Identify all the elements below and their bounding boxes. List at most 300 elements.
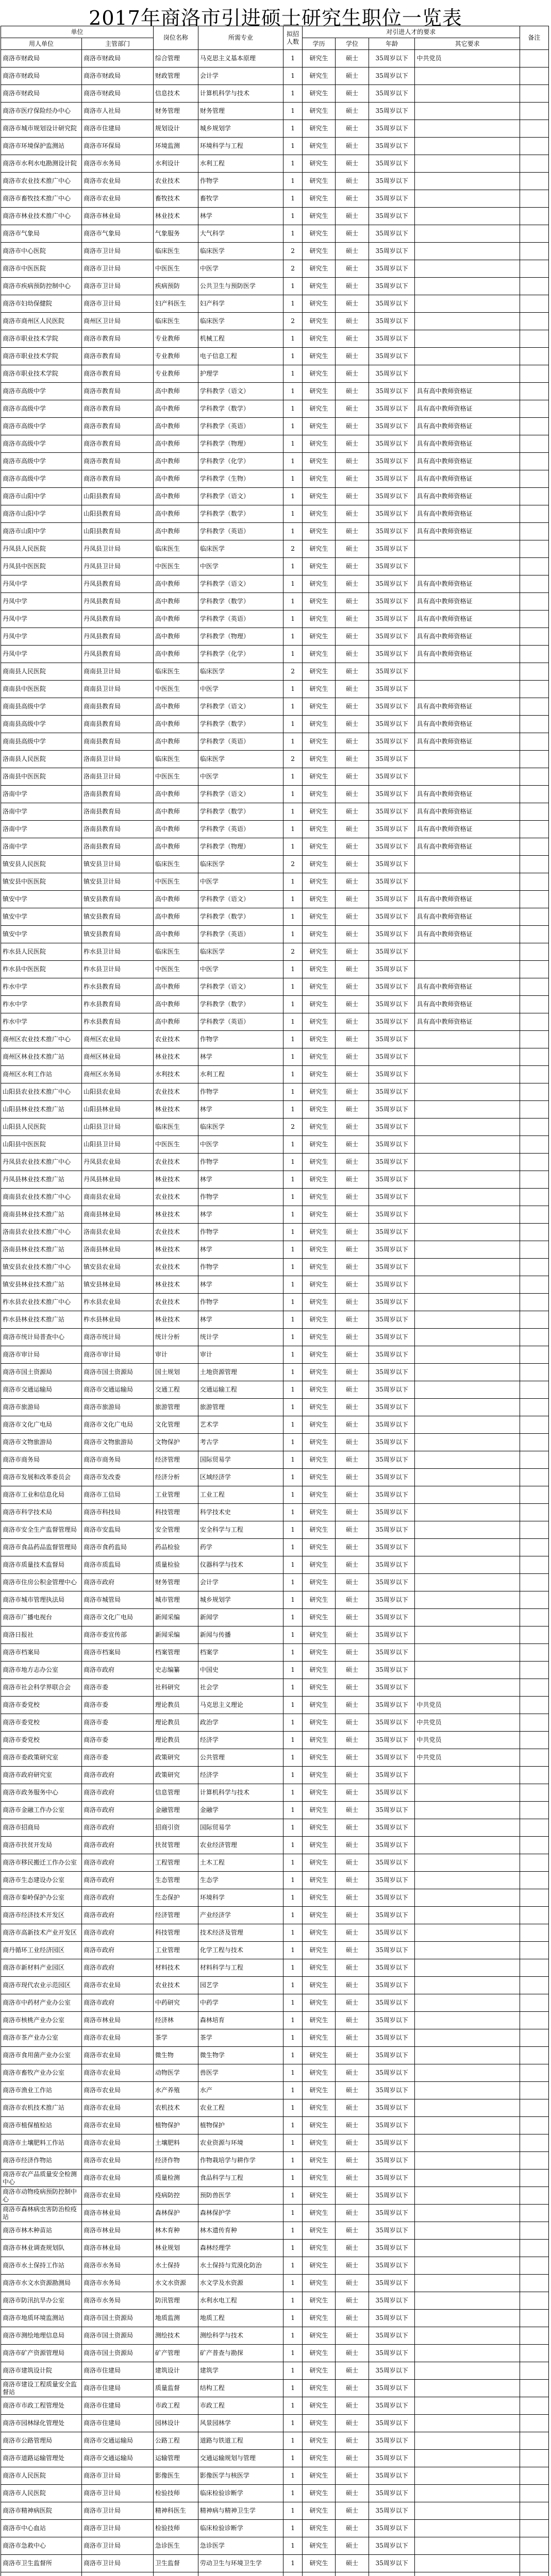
unit-cell: 商洛市生态建设办公室 (1, 1872, 82, 1889)
other-cell (415, 2310, 520, 2327)
remark-cell (520, 418, 548, 435)
degree-cell: 硕士 (336, 2555, 369, 2572)
other-cell (415, 1294, 520, 1311)
table-row (1, 2292, 549, 2310)
table-row (1, 1854, 549, 1872)
department-cell: 丹凤县卫计局 (82, 558, 154, 575)
count-cell: 1 (283, 1364, 302, 1381)
other-cell: 具有高中教师资格证 (415, 400, 520, 418)
table-row (1, 435, 549, 453)
remark-cell (520, 2170, 548, 2187)
major-cell: 园艺学 (198, 1977, 283, 1994)
degree-cell: 硕士 (336, 1714, 369, 1732)
count-cell: 1 (283, 698, 302, 716)
unit-cell: 商洛市农机技术推广站 (1, 2099, 82, 2117)
department-cell: 商洛市人社局 (82, 103, 154, 120)
other-cell (415, 1837, 520, 1854)
unit-cell: 商洛市畜牧技术推广中心 (1, 190, 82, 208)
remark-cell (520, 1994, 548, 2012)
remark-cell (520, 2485, 548, 2502)
education-cell: 研究生 (302, 1662, 336, 1679)
unit-cell: 商洛市职业技术学院 (1, 330, 82, 348)
education-cell: 研究生 (302, 1311, 336, 1329)
count-cell: 1 (283, 418, 302, 435)
count-cell: 1 (283, 1416, 302, 1434)
age-cell: 35周岁以下 (369, 1434, 415, 1451)
position-cell: 质量监督 (153, 2380, 198, 2397)
count-cell: 1 (283, 1171, 302, 1189)
major-cell: 公共卫生与预防医学 (198, 278, 283, 295)
count-cell: 1 (283, 2450, 302, 2467)
position-cell: 矿产管理 (153, 2345, 198, 2362)
count-cell: 1 (283, 435, 302, 453)
department-cell: 商洛市教育局 (82, 330, 154, 348)
degree-cell: 硕士 (336, 681, 369, 698)
unit-cell: 商洛市财政局 (1, 50, 82, 67)
count-cell: 1 (283, 628, 302, 646)
major-cell: 作物学 (198, 1224, 283, 1241)
degree-cell: 硕士 (336, 1679, 369, 1697)
remark-cell (520, 313, 548, 330)
position-cell: 财政管理 (153, 67, 198, 85)
count-cell: 1 (283, 1662, 302, 1679)
age-cell: 35周岁以下 (369, 1346, 415, 1364)
unit-cell: 商洛市水利水电勘测设计院 (1, 155, 82, 173)
department-cell: 商洛市教育局 (82, 383, 154, 400)
table-row (1, 2310, 549, 2327)
major-cell: 学科教学（英语） (198, 418, 283, 435)
remark-cell (520, 278, 548, 295)
department-cell: 商洛市林业局 (82, 2240, 154, 2257)
degree-cell: 硕士 (336, 85, 369, 103)
department-cell: 商洛市林业局 (82, 2012, 154, 2029)
major-cell: 农业工程 (198, 2099, 283, 2117)
remark-cell (520, 1241, 548, 1259)
other-cell (415, 1662, 520, 1679)
unit-cell: 洛南县林业技术推广站 (1, 1241, 82, 1259)
major-cell: 中医学 (198, 260, 283, 278)
remark-cell (520, 908, 548, 926)
department-cell: 商洛市卫计局 (82, 2485, 154, 2502)
education-cell: 研究生 (302, 453, 336, 470)
count-cell: 1 (283, 1259, 302, 1276)
header-position: 岗位名称 (153, 26, 198, 50)
education-cell: 研究生 (302, 611, 336, 628)
count-cell: 1 (283, 295, 302, 313)
major-cell: 作物学 (198, 1294, 283, 1311)
table-row (1, 1591, 549, 1609)
position-cell: 临床医生 (153, 751, 198, 768)
education-cell: 研究生 (302, 138, 336, 155)
degree-cell: 硕士 (336, 2502, 369, 2520)
position-cell: 财务管理 (153, 103, 198, 120)
table-row (1, 2555, 549, 2572)
position-cell: 临床医生 (153, 540, 198, 558)
department-cell: 商洛市政府 (82, 1662, 154, 1679)
table-row (1, 663, 549, 681)
table-row (1, 523, 549, 540)
major-cell: 风景园林学 (198, 2415, 283, 2432)
position-cell: 高中教师 (153, 505, 198, 523)
degree-cell: 硕士 (336, 243, 369, 260)
education-cell: 研究生 (302, 523, 336, 540)
education-cell: 研究生 (302, 1381, 336, 1399)
major-cell: 森林经理学 (198, 2240, 283, 2257)
other-cell (415, 1241, 520, 1259)
age-cell: 35周岁以下 (369, 1924, 415, 1942)
remark-cell (520, 1767, 548, 1784)
remark-cell (520, 243, 548, 260)
degree-cell: 硕士 (336, 1644, 369, 1662)
table-row (1, 2047, 549, 2064)
degree-cell: 硕士 (336, 2292, 369, 2310)
education-cell: 研究生 (302, 1679, 336, 1697)
degree-cell: 硕士 (336, 1767, 369, 1784)
major-cell: 学科教学（化学） (198, 453, 283, 470)
major-cell: 电子信息工程 (198, 348, 283, 365)
education-cell: 研究生 (302, 716, 336, 733)
unit-cell: 商洛市城市管理执法局 (1, 1591, 82, 1609)
age-cell (369, 2572, 415, 2576)
major-cell: 学科教学（英语） (198, 821, 283, 838)
education-cell: 研究生 (302, 2450, 336, 2467)
department-cell: 商洛市教育局 (82, 348, 154, 365)
department-cell: 商洛市政府 (82, 1837, 154, 1854)
major-cell: 学科教学（物理） (198, 435, 283, 453)
table-header (1, 26, 549, 50)
table-row (1, 313, 549, 330)
education-cell: 研究生 (302, 1013, 336, 1031)
position-cell: 中医医生 (153, 681, 198, 698)
unit-cell: 商洛市科学技术局 (1, 1504, 82, 1521)
remark-cell (520, 1083, 548, 1101)
education-cell: 研究生 (302, 1749, 336, 1767)
remark-cell (520, 593, 548, 611)
position-cell: 中医医生 (153, 558, 198, 575)
education-cell: 研究生 (302, 2362, 336, 2380)
education-cell: 研究生 (302, 418, 336, 435)
major-cell: 农业资源与环境 (198, 2134, 283, 2152)
degree-cell: 硕士 (336, 50, 369, 67)
count-cell: 1 (283, 1854, 302, 1872)
department-cell: 商洛市农业局 (82, 2170, 154, 2187)
degree-cell: 硕士 (336, 1539, 369, 1556)
major-cell: 学科教学（英语） (198, 926, 283, 943)
position-cell: 林业技术 (153, 208, 198, 225)
other-cell (415, 1626, 520, 1644)
remark-cell (520, 2572, 548, 2576)
major-cell: 城乡规划学 (198, 120, 283, 138)
unit-cell: 商洛市移民搬迁工作办公室 (1, 1854, 82, 1872)
department-cell: 商洛市农业局 (82, 2029, 154, 2047)
unit-cell: 山阳县农业技术推广中心 (1, 1083, 82, 1101)
remark-cell (520, 1451, 548, 1469)
other-cell (415, 1031, 520, 1048)
table-row (1, 1206, 549, 1224)
education-cell: 研究生 (302, 1556, 336, 1574)
degree-cell: 硕士 (336, 2134, 369, 2152)
degree-cell: 硕士 (336, 138, 369, 155)
age-cell: 35周岁以下 (369, 155, 415, 173)
other-cell (415, 2397, 520, 2415)
remark-cell (520, 978, 548, 996)
education-cell: 研究生 (302, 1994, 336, 2012)
major-cell: 审计 (198, 1346, 283, 1364)
other-cell: 具有高中教师资格证 (415, 505, 520, 523)
table-row (1, 1837, 549, 1854)
department-cell: 商洛市卫计局 (82, 2520, 154, 2537)
education-cell: 研究生 (302, 1486, 336, 1504)
department-cell: 商洛市教育局 (82, 453, 154, 470)
age-cell: 35周岁以下 (369, 1399, 415, 1416)
education-cell: 研究生 (302, 2152, 336, 2170)
table-row (1, 1048, 549, 1066)
remark-cell (520, 2362, 548, 2380)
other-cell (415, 768, 520, 786)
count-cell: 1 (283, 821, 302, 838)
position-cell: 审计 (153, 1346, 198, 1364)
other-cell: 具有高中教师资格证 (415, 575, 520, 593)
education-cell: 研究生 (302, 1819, 336, 1837)
table-row (1, 1644, 549, 1662)
department-cell: 丹凤县林业局 (82, 1171, 154, 1189)
unit-cell: 商州区农业技术推广中心 (1, 1031, 82, 1048)
remark-cell (520, 1013, 548, 1031)
department-cell: 商洛市农业局 (82, 2064, 154, 2082)
education-cell: 研究生 (302, 365, 336, 383)
department-cell: 山阳县林业局 (82, 1101, 154, 1118)
count-cell: 1 (283, 1154, 302, 1171)
unit-cell: 商洛市水文水资源勘测局 (1, 2275, 82, 2292)
position-cell: 高中教师 (153, 733, 198, 751)
age-cell: 35周岁以下 (369, 751, 415, 768)
age-cell: 35周岁以下 (369, 2555, 415, 2572)
education-cell: 研究生 (302, 2397, 336, 2415)
table-row (1, 260, 549, 278)
age-cell: 35周岁以下 (369, 2292, 415, 2310)
department-cell: 商南县卫计局 (82, 681, 154, 698)
department-cell: 丹凤县教育局 (82, 575, 154, 593)
remark-cell (520, 2520, 548, 2537)
other-cell (415, 2380, 520, 2397)
degree-cell: 硕士 (336, 1013, 369, 1031)
other-cell (415, 330, 520, 348)
position-cell: 植物保护 (153, 2117, 198, 2134)
remark-cell (520, 1609, 548, 1626)
education-cell: 研究生 (302, 1732, 336, 1749)
age-cell: 35周岁以下 (369, 1837, 415, 1854)
remark-cell (520, 2012, 548, 2029)
header-age: 年龄 (369, 38, 415, 50)
major-cell: 作物学 (198, 1259, 283, 1276)
position-cell: 畜牧技术 (153, 190, 198, 208)
degree-cell: 硕士 (336, 488, 369, 505)
other-cell (415, 2012, 520, 2029)
other-cell: 中共党员 (415, 50, 520, 67)
count-cell: 1 (283, 2152, 302, 2170)
unit-cell: 商洛市高级中学 (1, 383, 82, 400)
table-row (1, 138, 549, 155)
department-cell: 柞水县教育局 (82, 978, 154, 996)
remark-cell (520, 943, 548, 961)
position-cell: 林业技术 (153, 1101, 198, 1118)
education-cell: 研究生 (302, 1118, 336, 1136)
department-cell: 柞水县教育局 (82, 996, 154, 1013)
position-cell: 生态管理 (153, 1872, 198, 1889)
table-row (1, 1224, 549, 1241)
age-cell: 35周岁以下 (369, 348, 415, 365)
degree-cell: 硕士 (336, 2537, 369, 2555)
count-cell: 1 (283, 1048, 302, 1066)
position-cell: 金融管理 (153, 1802, 198, 1819)
table-row (1, 1101, 549, 1118)
position-cell: 水产养殖 (153, 2082, 198, 2099)
education-cell: 研究生 (302, 1521, 336, 1539)
remark-cell (520, 505, 548, 523)
count-cell: 2 (283, 313, 302, 330)
table-row (1, 1416, 549, 1434)
other-cell (415, 120, 520, 138)
table-row (1, 681, 549, 698)
remark-cell (520, 751, 548, 768)
count-cell: 1 (283, 838, 302, 856)
education-cell: 研究生 (302, 1294, 336, 1311)
major-cell: 中药学 (198, 1994, 283, 2012)
major-cell: 影像医学与核医学 (198, 2467, 283, 2485)
degree-cell: 硕士 (336, 1942, 369, 1959)
department-cell: 商洛市水务局 (82, 155, 154, 173)
major-cell: 金融学 (198, 1802, 283, 1819)
major-cell: 作物学 (198, 1083, 283, 1101)
department-cell: 商洛市档案局 (82, 1644, 154, 1662)
unit-cell: 商洛市森林病虫害防治检疫站 (1, 2205, 82, 2222)
degree-cell: 硕士 (336, 663, 369, 681)
major-cell: 会计学 (198, 1574, 283, 1591)
count-cell: 1 (283, 2222, 302, 2240)
age-cell: 35周岁以下 (369, 2467, 415, 2485)
remark-cell (520, 1381, 548, 1399)
department-cell: 商洛市农业局 (82, 2117, 154, 2134)
table-row (1, 716, 549, 733)
other-cell: 具有高中教师资格证 (415, 733, 520, 751)
education-cell: 研究生 (302, 1031, 336, 1048)
unit-cell: 商洛市气象局 (1, 225, 82, 243)
table-row (1, 190, 549, 208)
remark-cell (520, 646, 548, 663)
department-cell (82, 2572, 154, 2576)
age-cell: 35周岁以下 (369, 2064, 415, 2082)
major-cell: 学科教学（英语） (198, 733, 283, 751)
degree-cell: 硕士 (336, 1784, 369, 1802)
major-cell (198, 2572, 283, 2576)
degree-cell: 硕士 (336, 2467, 369, 2485)
degree-cell: 硕士 (336, 2117, 369, 2134)
document-title: 2017年商洛市引进硕士研究生职位一览表 (89, 7, 462, 29)
count-cell: 1 (283, 400, 302, 418)
education-cell: 研究生 (302, 733, 336, 751)
count-cell: 1 (283, 873, 302, 891)
remark-cell (520, 2467, 548, 2485)
count-cell: 1 (283, 1311, 302, 1329)
count-cell: 1 (283, 208, 302, 225)
remark-cell (520, 1294, 548, 1311)
remark-cell (520, 1714, 548, 1732)
other-cell (415, 2520, 520, 2537)
table-row (1, 2029, 549, 2047)
major-cell: 临床医学 (198, 943, 283, 961)
table-row (1, 1679, 549, 1697)
unit-cell: 柞水县人民医院 (1, 943, 82, 961)
count-cell: 1 (283, 1784, 302, 1802)
age-cell: 35周岁以下 (369, 1714, 415, 1732)
table-row (1, 2485, 549, 2502)
count-cell: 1 (283, 1013, 302, 1031)
age-cell: 35周岁以下 (369, 1854, 415, 1872)
count-cell: 1 (283, 1714, 302, 1732)
age-cell: 35周岁以下 (369, 1486, 415, 1504)
department-cell: 商洛市财政局 (82, 67, 154, 85)
other-cell (415, 1609, 520, 1626)
other-cell (415, 2117, 520, 2134)
major-cell: 学科教学（物理） (198, 838, 283, 856)
department-cell: 商洛市国土资源局 (82, 2310, 154, 2327)
other-cell (415, 2099, 520, 2117)
department-cell: 商洛市委 (82, 1697, 154, 1714)
count-cell: 1 (283, 523, 302, 540)
count-cell: 2 (283, 1118, 302, 1136)
remark-cell (520, 2537, 548, 2555)
department-cell: 丹凤县农业局 (82, 1154, 154, 1171)
education-cell: 研究生 (302, 67, 336, 85)
remark-cell (520, 575, 548, 593)
degree-cell: 硕士 (336, 1381, 369, 1399)
department-cell: 商南县卫计局 (82, 663, 154, 681)
age-cell: 35周岁以下 (369, 2345, 415, 2362)
age-cell: 35周岁以下 (369, 1381, 415, 1399)
table-row (1, 1767, 549, 1784)
age-cell: 35周岁以下 (369, 2327, 415, 2345)
position-cell: 高中教师 (153, 716, 198, 733)
count-cell: 1 (283, 1959, 302, 1977)
unit-cell: 商洛市政府研究室 (1, 1767, 82, 1784)
unit-cell: 商洛市现代农业示范园区 (1, 1977, 82, 1994)
major-cell: 旅游管理 (198, 1399, 283, 1416)
position-cell: 交通工程 (153, 1381, 198, 1399)
unit-cell: 商洛市委党校 (1, 1714, 82, 1732)
degree-cell: 硕士 (336, 786, 369, 803)
age-cell: 35周岁以下 (369, 505, 415, 523)
department-cell: 商洛市卫计局 (82, 260, 154, 278)
major-cell: 学科教学（生物） (198, 470, 283, 488)
count-cell: 1 (283, 978, 302, 996)
age-cell: 35周岁以下 (369, 786, 415, 803)
department-cell: 山阳县教育局 (82, 505, 154, 523)
other-cell: 具有高中教师资格证 (415, 470, 520, 488)
remark-cell (520, 1784, 548, 1802)
major-cell: 临床医学 (198, 663, 283, 681)
education-cell: 研究生 (302, 1364, 336, 1381)
other-cell (415, 2345, 520, 2362)
count-cell: 1 (283, 67, 302, 85)
remark-cell (520, 400, 548, 418)
department-cell: 商洛市政府 (82, 1959, 154, 1977)
unit-cell: 商洛市质量技术监督局 (1, 1556, 82, 1574)
education-cell: 研究生 (302, 1942, 336, 1959)
age-cell: 35周岁以下 (369, 1907, 415, 1924)
table-row (1, 628, 549, 646)
other-cell (415, 1924, 520, 1942)
other-cell (415, 1556, 520, 1574)
